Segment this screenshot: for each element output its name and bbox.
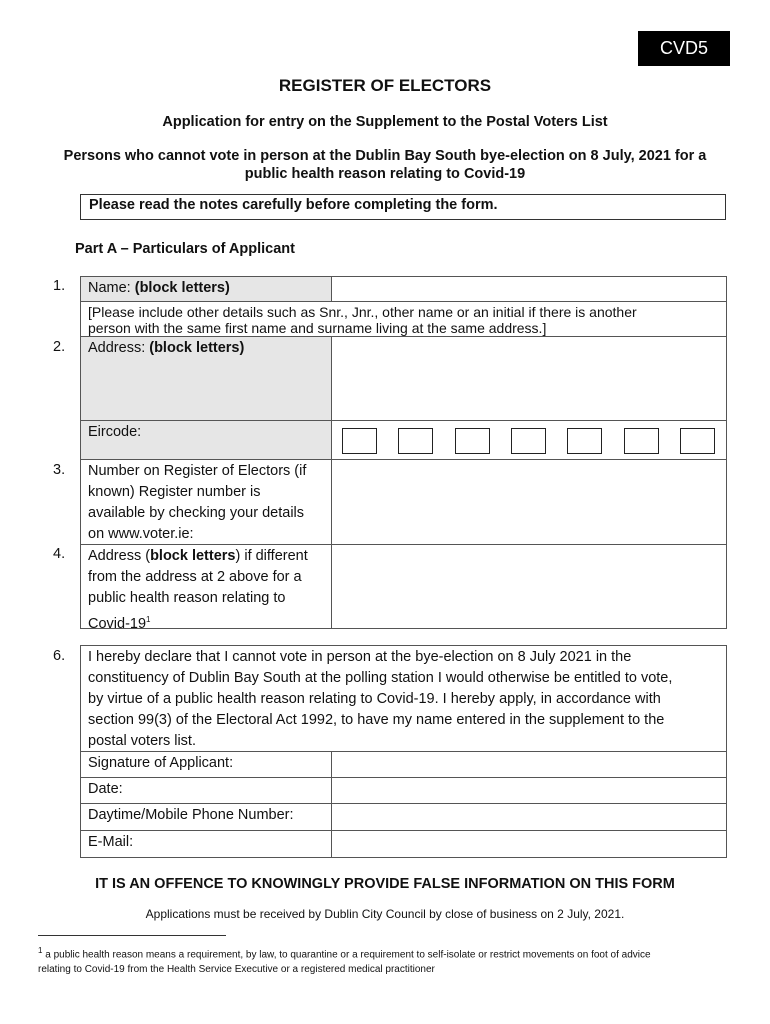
alt-address-line-1c: ) if different <box>235 548 308 564</box>
footnote-line-1 <box>38 943 738 962</box>
declaration-line-1: I hereby declare that I cannot vote in person at the bye-election on 8 July 2021 in the <box>88 649 632 665</box>
declaration-line-5: postal voters list. <box>88 733 196 749</box>
alt-address-line-4 <box>88 609 324 635</box>
date-field[interactable] <box>331 777 727 804</box>
declaration-line-4: section 99(3) of the Electoral Act 1992, to have my name entered in the supplement to the <box>88 712 665 728</box>
footnote <box>38 943 738 977</box>
name-note-line-1: [Please include other details such as Snr., Jnr., other name or an initial if there is another <box>88 304 637 320</box>
date-label-cell <box>80 777 332 804</box>
eligibility-line-1: Persons who cannot vote in person at the Dublin Bay South bye-election on 8 July, 2021 for a <box>63 148 707 164</box>
phone-label: Daytime/Mobile Phone Number: <box>88 807 294 823</box>
email-label: E-Mail: <box>88 834 134 850</box>
signature-field[interactable] <box>331 751 727 778</box>
eligibility-statement <box>30 147 740 183</box>
signature-label-cell <box>80 751 332 778</box>
declaration-line-3: by virtue of a public health reason relating to Covid-19. I hereby apply, in accordance with <box>88 691 661 707</box>
footnote-mark: 1 <box>38 946 43 955</box>
alternate-address-label-cell <box>80 544 332 632</box>
email-label-cell <box>80 830 332 858</box>
eircode-box-1[interactable] <box>342 428 377 454</box>
footnote-text-1: a public health reason means a requirement, by law, to quarantine or a requirement to self-isolate or restrict movements on foot of advice <box>42 949 651 961</box>
alt-address-line-1a: Address ( <box>88 548 151 564</box>
item-number-3: 3. <box>53 462 66 478</box>
eircode-box-5[interactable] <box>567 428 602 454</box>
form-title: REGISTER OF ELECTORS <box>278 76 492 95</box>
name-label-bold: (block letters) <box>134 280 230 296</box>
item-number-2: 2. <box>53 339 66 355</box>
footnote-divider <box>38 935 226 936</box>
name-note-line-2: person with the same first name and surname living at the same address.] <box>88 320 547 336</box>
item-number-6: 6. <box>53 648 66 664</box>
form-subtitle: Application for entry on the Supplement to the Postal Voters List <box>162 114 608 130</box>
declaration-line-2: constituency of Dublin Bay South at the polling station I would otherwise be entitled to vote, <box>88 670 673 686</box>
address-label-cell <box>80 336 332 421</box>
signature-label: Signature of Applicant: <box>88 755 234 771</box>
eircode-label-cell <box>80 420 332 460</box>
deadline-notice: Applications must be received by Dublin City Council by close of business on 2 July, 2021. <box>145 907 625 921</box>
footnote-ref: 1 <box>146 615 151 624</box>
address-field[interactable] <box>331 336 727 421</box>
register-number-label-cell <box>80 459 332 545</box>
name-label: Name: <box>88 280 135 296</box>
name-field[interactable] <box>331 276 727 302</box>
item-number-4: 4. <box>53 546 66 562</box>
footnote-line-2: relating to Covid-19 from the Health Service Executive or a registered medical practitioner <box>38 964 435 976</box>
part-a-heading: Part A – Particulars of Applicant <box>75 241 295 257</box>
alt-address-line-1 <box>88 546 324 567</box>
address-label: Address: <box>88 340 150 356</box>
item-number-1: 1. <box>53 278 66 294</box>
name-label-cell <box>80 276 332 302</box>
phone-label-cell <box>80 803 332 831</box>
register-label-line-4: on www.voter.ie: <box>88 526 194 542</box>
alt-address-line-2: from the address at 2 above for a <box>88 569 302 585</box>
alt-address-bold: block letters <box>150 548 236 564</box>
notice-box: Please read the notes carefully before completing the form. <box>80 194 726 220</box>
eircode-label: Eircode: <box>88 424 142 440</box>
email-field[interactable] <box>331 830 727 858</box>
date-label: Date: <box>88 781 123 797</box>
offence-warning: IT IS AN OFFENCE TO KNOWINGLY PROVIDE FALSE INFORMATION ON THIS FORM <box>95 876 675 892</box>
register-label-line-3: available by checking your details <box>88 505 305 521</box>
alternate-address-field[interactable] <box>331 544 727 629</box>
eircode-box-3[interactable] <box>455 428 490 454</box>
alt-address-covid: Covid-19 <box>88 615 147 632</box>
form-code-badge: CVD5 <box>638 31 730 66</box>
address-label-bold: (block letters) <box>149 340 245 356</box>
eircode-box-6[interactable] <box>624 428 659 454</box>
eircode-box-4[interactable] <box>511 428 546 454</box>
eircode-box-7[interactable] <box>680 428 715 454</box>
alt-address-line-3: public health reason relating to <box>88 590 286 606</box>
name-note <box>80 301 727 337</box>
eircode-box-2[interactable] <box>398 428 433 454</box>
eligibility-line-2: public health reason relating to Covid-19 <box>244 166 526 182</box>
phone-field[interactable] <box>331 803 727 831</box>
register-number-field[interactable] <box>331 459 727 545</box>
declaration-text <box>80 645 727 752</box>
register-label-line-2: known) Register number is <box>88 484 261 500</box>
register-label-line-1: Number on Register of Electors (if <box>88 463 307 479</box>
